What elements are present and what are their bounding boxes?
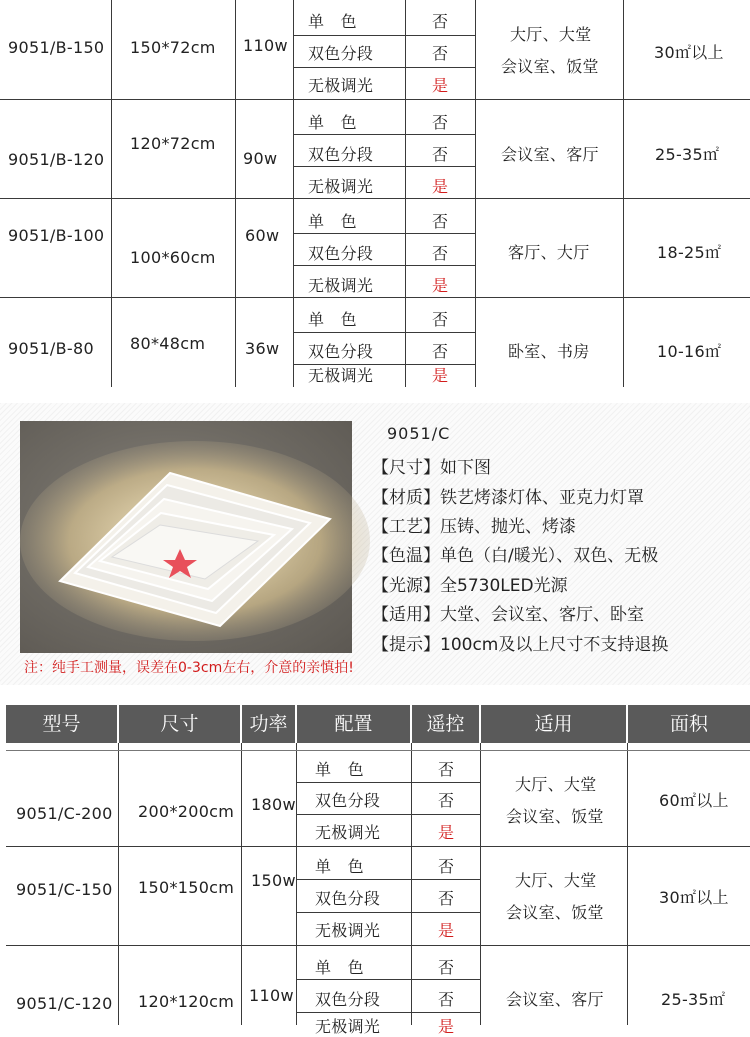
header-model: 型号 <box>6 705 117 743</box>
power-cell: 110w <box>243 36 288 55</box>
header-usage: 适用 <box>481 705 626 743</box>
header-config: 配置 <box>297 705 410 743</box>
config-label: 无极调光 <box>308 177 374 196</box>
config-label: 双色分段 <box>315 889 381 908</box>
remote-value: 否 <box>438 889 455 908</box>
remote-value: 否 <box>432 342 449 361</box>
size-cell: 200*200cm <box>138 802 235 821</box>
config-label: 单 色 <box>308 113 357 132</box>
remote-value: 是 <box>438 921 455 940</box>
config-label: 单 色 <box>315 958 364 977</box>
area-cell: 30㎡以上 <box>654 43 724 62</box>
usage-cell: 会议室、客厅 <box>506 990 604 1009</box>
usage-cell: 会议室、客厅 <box>501 145 599 164</box>
spec-applicable: 【适用】大堂、会议室、客厅、卧室 <box>372 605 644 625</box>
usage-cell: 客厅、大厅 <box>508 243 590 262</box>
remote-value: 否 <box>432 113 449 132</box>
spec-size: 【尺寸】如下图 <box>372 458 491 478</box>
config-label: 无极调光 <box>308 76 374 95</box>
config-label: 双色分段 <box>308 145 374 164</box>
measurement-note: 注：纯手工测量，误差在0-3cm左右，介意的亲慎拍! <box>24 660 354 676</box>
remote-value: 否 <box>438 791 455 810</box>
size-cell: 150*72cm <box>130 38 216 57</box>
remote-value: 否 <box>432 212 449 231</box>
spec-tip: 【提示】100cm及以上尺寸不支持退换 <box>372 635 669 655</box>
usage-cell: 会议室、饭堂 <box>506 807 604 826</box>
usage-cell: 会议室、饭堂 <box>501 57 599 76</box>
config-label: 双色分段 <box>308 44 374 63</box>
config-label: 无极调光 <box>315 823 381 842</box>
power-cell: 110w <box>249 986 294 1005</box>
size-cell: 120*72cm <box>130 134 216 153</box>
area-cell: 60㎡以上 <box>659 791 729 810</box>
area-cell: 25-35㎡ <box>655 145 720 164</box>
remote-value: 否 <box>432 310 449 329</box>
model-cell: 9051/B-120 <box>8 150 105 169</box>
config-label: 无极调光 <box>315 921 381 940</box>
area-cell: 30㎡以上 <box>659 888 729 907</box>
product-photo <box>20 421 352 653</box>
remote-value: 否 <box>438 857 455 876</box>
model-cell: 9051/C-200 <box>16 804 113 823</box>
remote-value: 否 <box>432 12 449 31</box>
power-cell: 60w <box>245 226 280 245</box>
size-cell: 150*150cm <box>138 878 235 897</box>
power-cell: 36w <box>245 339 280 358</box>
area-cell: 10-16㎡ <box>657 342 722 361</box>
remote-value: 否 <box>438 958 455 977</box>
config-label: 双色分段 <box>308 342 374 361</box>
usage-cell: 大厅、大堂 <box>515 871 597 890</box>
model-cell: 9051/C-120 <box>16 994 113 1013</box>
config-label: 单 色 <box>308 212 357 231</box>
remote-value: 否 <box>438 760 455 779</box>
spec-light-source: 【光源】全5730LED光源 <box>372 576 568 596</box>
area-cell: 18-25㎡ <box>657 243 722 262</box>
remote-value: 是 <box>438 823 455 842</box>
config-label: 单 色 <box>308 12 357 31</box>
usage-cell: 大厅、大堂 <box>515 775 597 794</box>
usage-cell: 大厅、大堂 <box>510 25 592 44</box>
spec-material: 【材质】铁艺烤漆灯体、亚克力灯罩 <box>372 488 644 508</box>
product-model: 9051/C <box>387 424 451 443</box>
remote-value: 是 <box>432 177 449 196</box>
power-cell: 90w <box>243 149 278 168</box>
config-label: 单 色 <box>315 760 364 779</box>
remote-value: 是 <box>432 366 449 385</box>
model-cell: 9051/B-150 <box>8 38 105 57</box>
header-remote: 遥控 <box>412 705 479 743</box>
usage-cell: 会议室、饭堂 <box>506 903 604 922</box>
size-cell: 100*60cm <box>130 248 216 267</box>
size-cell: 80*48cm <box>130 334 206 353</box>
remote-value: 是 <box>432 76 449 95</box>
spec-process: 【工艺】压铸、抛光、烤漆 <box>372 517 576 537</box>
config-label: 双色分段 <box>308 244 374 263</box>
model-cell: 9051/C-150 <box>16 880 113 899</box>
header-size: 尺寸 <box>119 705 240 743</box>
config-label: 单 色 <box>308 310 357 329</box>
config-label: 单 色 <box>315 857 364 876</box>
spec-color-temp: 【色温】单色（白/暖光）、双色、无极 <box>372 546 659 566</box>
size-cell: 120*120cm <box>138 992 235 1011</box>
config-label: 双色分段 <box>315 990 381 1009</box>
header-area: 面积 <box>628 705 750 743</box>
area-cell: 25-35㎡ <box>661 990 726 1009</box>
config-label: 双色分段 <box>315 791 381 810</box>
usage-cell: 卧室、书房 <box>508 342 590 361</box>
config-label: 无极调光 <box>315 1017 381 1036</box>
ceiling-lamp-image <box>20 421 352 653</box>
config-label: 无极调光 <box>308 276 374 295</box>
remote-value: 否 <box>432 244 449 263</box>
header-power: 功率 <box>242 705 295 743</box>
power-cell: 150w <box>251 871 296 890</box>
power-cell: 180w <box>251 795 296 814</box>
config-label: 无极调光 <box>308 366 374 385</box>
remote-value: 否 <box>432 145 449 164</box>
model-cell: 9051/B-100 <box>8 226 105 245</box>
remote-value: 是 <box>438 1017 455 1036</box>
remote-value: 是 <box>432 276 449 295</box>
model-cell: 9051/B-80 <box>8 339 94 358</box>
remote-value: 否 <box>438 990 455 1009</box>
remote-value: 否 <box>432 44 449 63</box>
